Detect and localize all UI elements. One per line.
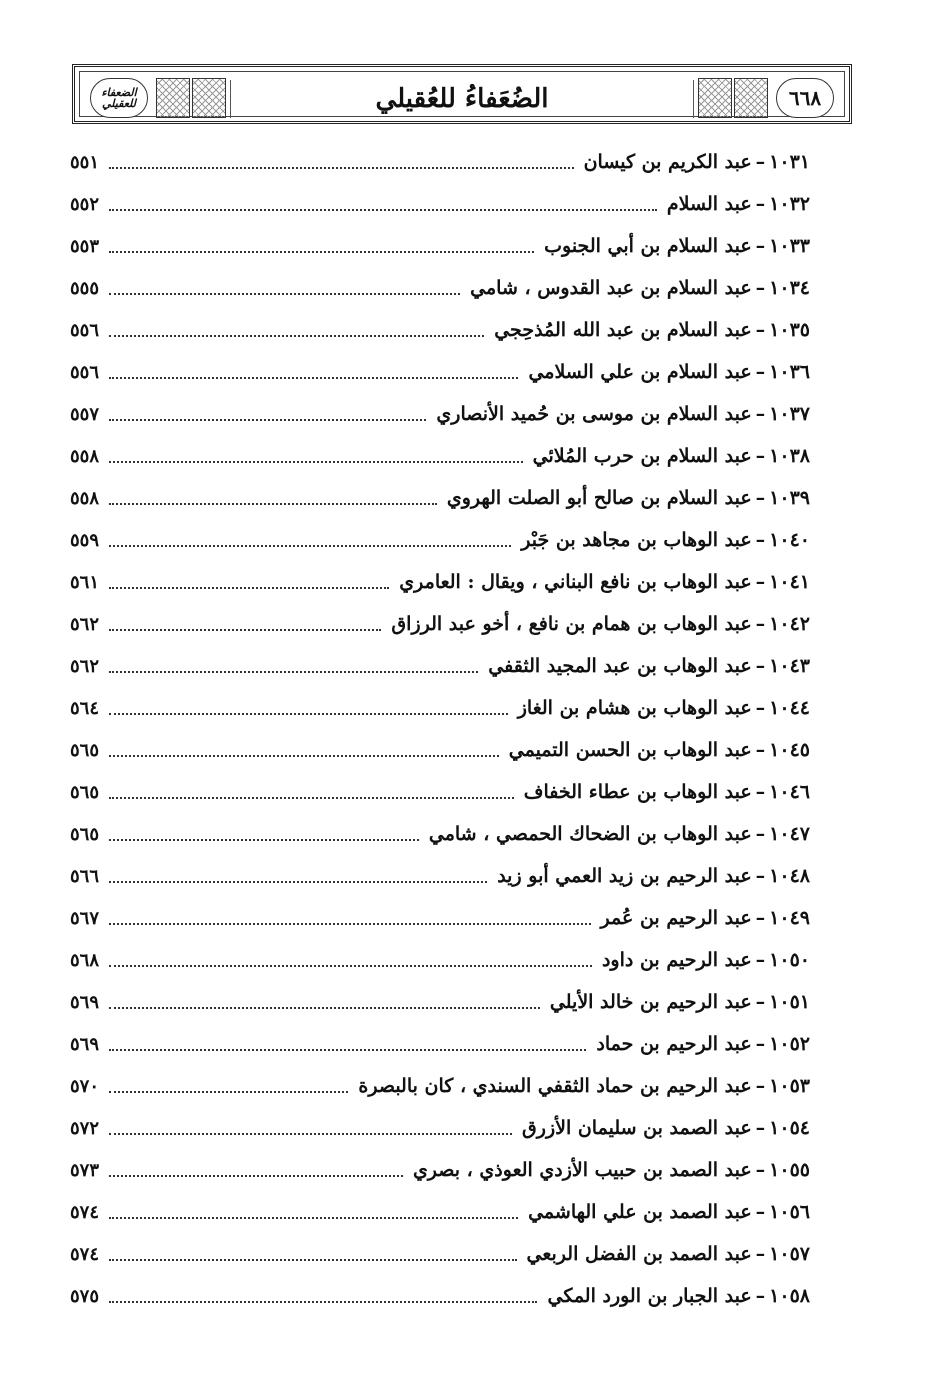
entry-number: ١٠٤١ (769, 571, 810, 593)
page-header (72, 64, 852, 124)
list-item (70, 729, 810, 771)
entry-number: ١٠٤٥ (769, 739, 810, 761)
entry-name: عبد الكريم بن كيسان (583, 151, 752, 173)
entry-name: عبد الصمد بن الفضل الربعي (526, 1243, 752, 1265)
entry-page-number: ٥٧٤ (70, 1201, 100, 1223)
dot-leader (109, 1175, 403, 1177)
header-frame (79, 71, 845, 117)
entry-page-number: ٥٥٧ (70, 403, 100, 425)
list-item (70, 309, 810, 351)
entry-page-number: ٥٧٤ (70, 1243, 100, 1265)
list-item (70, 855, 810, 897)
seal-icon (90, 78, 148, 118)
list-item (70, 687, 810, 729)
entry-separator: – (755, 277, 766, 299)
running-title: الضُعَفاءُ للعُقيلي (230, 80, 694, 118)
dot-leader (109, 335, 484, 337)
dot-leader (109, 377, 518, 379)
page-number-badge (776, 78, 834, 118)
entry-number: ١٠٥٨ (769, 1285, 810, 1307)
ornament-icon (192, 78, 226, 118)
list-item (70, 603, 810, 645)
entry-separator: – (755, 781, 766, 803)
entry-name: عبد الوهاب بن مجاهد بن جَبْر (521, 529, 752, 551)
entry-separator: – (755, 1033, 766, 1055)
dot-leader (109, 167, 574, 169)
entry-number: ١٠٤٩ (769, 907, 810, 929)
entry-name: عبد السلام بن عبد القدوس ، شامي (470, 277, 752, 299)
entry-page-number: ٥٦٨ (70, 949, 100, 971)
dot-leader (109, 461, 523, 463)
list-item (70, 771, 810, 813)
list-item (70, 939, 810, 981)
dot-leader (109, 923, 591, 925)
list-item (70, 1107, 810, 1149)
entry-page-number: ٥٦٤ (70, 697, 100, 719)
entry-page-number: ٥٦٩ (70, 1033, 100, 1055)
entry-separator: – (755, 697, 766, 719)
entry-name: عبد الرحيم بن زيد العمي أبو زيد (497, 865, 752, 887)
dot-leader (109, 503, 437, 505)
entry-page-number: ٥٥١ (70, 151, 100, 173)
list-item (70, 1149, 810, 1191)
entry-number: ١٠٥٤ (769, 1117, 810, 1139)
entry-name: عبد السلام بن موسى بن حُميد الأنصاري (436, 403, 752, 425)
entry-separator: – (755, 235, 766, 257)
dot-leader (109, 1217, 518, 1219)
dot-leader (109, 587, 389, 589)
entry-separator: – (755, 1075, 766, 1097)
entry-separator: – (755, 1285, 766, 1307)
entry-page-number: ٥٦٢ (70, 613, 100, 635)
entry-separator: – (755, 151, 766, 173)
entry-page-number: ٥٧٣ (70, 1159, 100, 1181)
entry-name: عبد الصمد بن حبيب الأزدي العوذي ، بصري (412, 1159, 752, 1181)
entry-separator: – (755, 991, 766, 1013)
entry-name: عبد الوهاب بن همام بن نافع ، أخو عبد الرزاق (391, 613, 752, 635)
entry-number: ١٠٥٣ (769, 1075, 810, 1097)
dot-leader (109, 1007, 540, 1009)
entry-name: عبد السلام بن حرب المُلائي (532, 445, 752, 467)
entry-number: ١٠٤٠ (769, 529, 810, 551)
entry-separator: – (755, 1117, 766, 1139)
entry-page-number: ٥٥٦ (70, 319, 100, 341)
dot-leader (109, 1133, 512, 1135)
list-item (70, 981, 810, 1023)
entry-number: ١٠٥٢ (769, 1033, 810, 1055)
list-item (70, 1233, 810, 1275)
entry-page-number: ٥٧٠ (70, 1075, 100, 1097)
entry-number: ١٠٤٤ (769, 697, 810, 719)
dot-leader (109, 419, 426, 421)
entry-number: ١٠٥١ (769, 991, 810, 1013)
entry-name: عبد الصمد بن علي الهاشمي (528, 1201, 752, 1223)
entry-name: عبد السلام (666, 193, 752, 215)
entry-separator: – (755, 949, 766, 971)
entry-number: ١٠٤٨ (769, 865, 810, 887)
entry-page-number: ٥٦٥ (70, 823, 100, 845)
ornament-icon (156, 78, 190, 118)
entry-name: عبد الرحيم بن خالد الأيلي (549, 991, 752, 1013)
entry-number: ١٠٤٣ (769, 655, 810, 677)
dot-leader (109, 1301, 537, 1303)
dot-leader (109, 755, 499, 757)
entry-separator: – (755, 739, 766, 761)
entry-page-number: ٥٦٧ (70, 907, 100, 929)
list-item (70, 561, 810, 603)
entry-name: عبد الوهاب بن هشام بن الغاز (517, 697, 752, 719)
entry-page-number: ٥٥٥ (70, 277, 100, 299)
list-item (70, 141, 810, 183)
list-item (70, 477, 810, 519)
entry-separator: – (755, 361, 766, 383)
entry-name: عبد الجبار بن الورد المكي (547, 1285, 752, 1307)
entry-page-number: ٥٥٩ (70, 529, 100, 551)
entry-number: ١٠٣٤ (769, 277, 810, 299)
entry-number: ١٠٣١ (769, 151, 810, 173)
dot-leader (109, 1049, 586, 1051)
list-item (70, 645, 810, 687)
contents-list (70, 141, 810, 1317)
dot-leader (109, 293, 460, 295)
dot-leader (109, 545, 511, 547)
list-item (70, 1275, 810, 1317)
entry-name: عبد الصمد بن سليمان الأزرق (522, 1117, 752, 1139)
dot-leader (109, 251, 534, 253)
entry-name: عبد الوهاب بن عطاء الخفاف (523, 781, 752, 803)
entry-separator: – (755, 319, 766, 341)
ornament-icon (698, 78, 732, 118)
entry-number: ١٠٤٦ (769, 781, 810, 803)
entry-page-number: ٥٧٥ (70, 1285, 100, 1307)
entry-page-number: ٥٥٨ (70, 445, 100, 467)
entry-page-number: ٥٥٨ (70, 487, 100, 509)
dot-leader (109, 1259, 517, 1261)
entry-name: عبد الوهاب بن الضحاك الحمصي ، شامي (428, 823, 752, 845)
entry-separator: – (755, 655, 766, 677)
list-item (70, 435, 810, 477)
dot-leader (109, 881, 487, 883)
entry-number: ١٠٣٨ (769, 445, 810, 467)
entry-page-number: ٥٦٥ (70, 739, 100, 761)
entry-page-number: ٥٦١ (70, 571, 100, 593)
list-item (70, 519, 810, 561)
entry-separator: – (755, 823, 766, 845)
entry-page-number: ٥٦٦ (70, 865, 100, 887)
list-item (70, 813, 810, 855)
list-item (70, 1191, 810, 1233)
entry-separator: – (755, 907, 766, 929)
dot-leader (109, 797, 514, 799)
entry-page-number: ٥٦٢ (70, 655, 100, 677)
entry-page-number: ٥٦٥ (70, 781, 100, 803)
entry-separator: – (755, 487, 766, 509)
seal-text: الضعفاء للعقيلي (101, 86, 137, 110)
entry-number: ١٠٥٥ (769, 1159, 810, 1181)
entry-name: عبد السلام بن عبد الله المُذحِجي (494, 319, 752, 341)
entry-number: ١٠٥٦ (769, 1201, 810, 1223)
entry-page-number: ٥٦٩ (70, 991, 100, 1013)
entry-separator: – (755, 1159, 766, 1181)
list-item (70, 1023, 810, 1065)
entry-number: ١٠٣٧ (769, 403, 810, 425)
list-item (70, 183, 810, 225)
entry-separator: – (755, 613, 766, 635)
dot-leader (109, 839, 419, 841)
entry-separator: – (755, 1243, 766, 1265)
entry-number: ١٠٥٠ (769, 949, 810, 971)
page-number: ٦٦٨ (788, 86, 822, 110)
entry-number: ١٠٤٢ (769, 613, 810, 635)
entry-page-number: ٥٥٢ (70, 193, 100, 215)
entry-number: ١٠٤٧ (769, 823, 810, 845)
dot-leader (109, 965, 592, 967)
entry-page-number: ٥٥٣ (70, 235, 100, 257)
entry-name: عبد الوهاب بن الحسن التميمي (508, 739, 752, 761)
entry-separator: – (755, 529, 766, 551)
entry-number: ١٠٣٥ (769, 319, 810, 341)
list-item (70, 351, 810, 393)
entry-page-number: ٥٥٦ (70, 361, 100, 383)
list-item (70, 1065, 810, 1107)
entry-separator: – (755, 865, 766, 887)
entry-page-number: ٥٧٢ (70, 1117, 100, 1139)
entry-separator: – (755, 445, 766, 467)
entry-separator: – (755, 571, 766, 593)
entry-name: عبد السلام بن أبي الجنوب (544, 235, 752, 257)
list-item (70, 267, 810, 309)
ornament-icon (734, 78, 768, 118)
entry-separator: – (755, 1201, 766, 1223)
entry-number: ١٠٣٩ (769, 487, 810, 509)
entry-name: عبد الرحيم بن عُمر (600, 907, 752, 929)
entry-separator: – (755, 403, 766, 425)
entry-name: عبد السلام بن صالح أبو الصلت الهروي (446, 487, 752, 509)
entry-number: ١٠٣٢ (769, 193, 810, 215)
entry-name: عبد الوهاب بن عبد المجيد الثقفي (488, 655, 752, 677)
entry-name: عبد الرحيم بن داود (601, 949, 752, 971)
entry-name: عبد الرحيم بن حماد (596, 1033, 752, 1055)
entry-separator: – (755, 193, 766, 215)
entry-number: ١٠٣٦ (769, 361, 810, 383)
entry-name: عبد الوهاب بن نافع البناني ، ويقال : العامري (399, 571, 752, 593)
list-item (70, 225, 810, 267)
entry-number: ١٠٣٣ (769, 235, 810, 257)
dot-leader (109, 671, 478, 673)
list-item (70, 897, 810, 939)
entry-name: عبد الرحيم بن حماد الثقفي السندي ، كان بالبصرة (358, 1075, 752, 1097)
entry-number: ١٠٥٧ (769, 1243, 810, 1265)
dot-leader (109, 629, 381, 631)
list-item (70, 393, 810, 435)
dot-leader (109, 209, 657, 211)
dot-leader (109, 1091, 348, 1093)
entry-name: عبد السلام بن علي السلامي (528, 361, 752, 383)
dot-leader (109, 713, 508, 715)
